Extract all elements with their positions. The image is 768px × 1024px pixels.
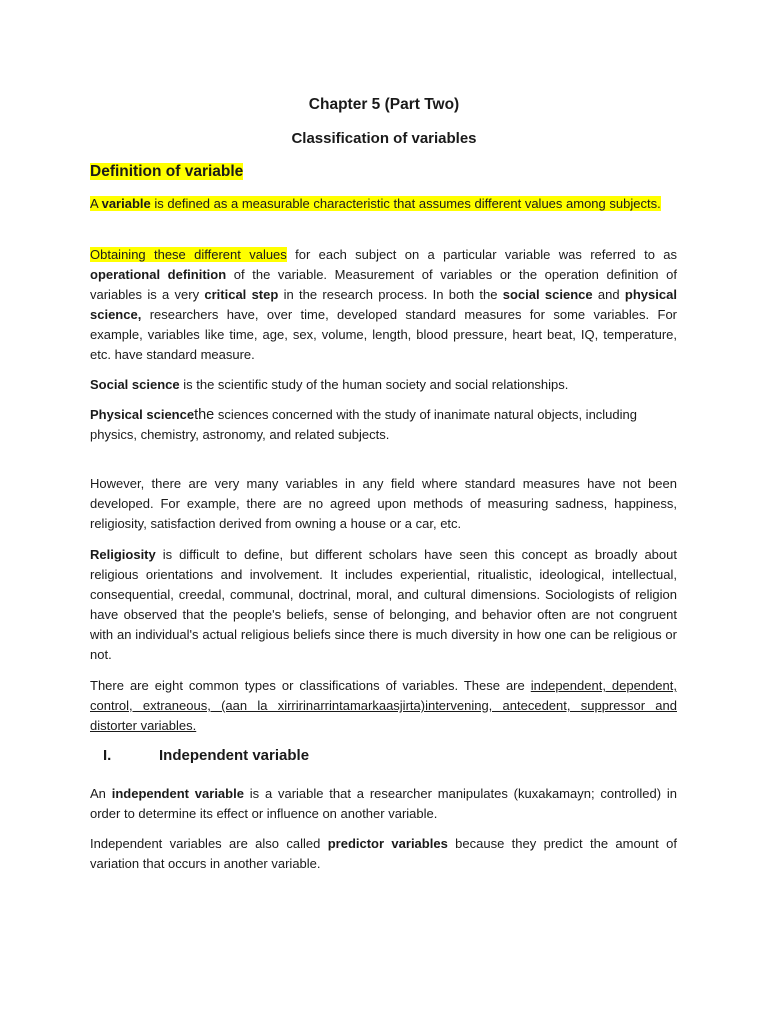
text-span: of the variable. Measurement of variables or the operation definition of variables is a very <box>90 267 677 302</box>
paragraph-predictor-variables <box>90 834 677 874</box>
chapter-title: Chapter 5 (Part Two) <box>308 96 460 113</box>
text-span: in the research process. In both the <box>283 287 498 302</box>
definition-heading <box>90 163 677 181</box>
bold-term: independent variable <box>111 786 244 801</box>
text-span: researchers have, over time, developed standard measures for some variables. For example, variables like time, age, sex, volume, length, blood pressure, heart beat, IQ, temperature, etc. have standard measure. <box>90 307 677 362</box>
text-span: and <box>597 287 620 302</box>
highlight-span: Obtaining these different values <box>90 247 287 262</box>
definition-heading-text: Definition of variable <box>90 163 244 180</box>
bold-term: operational definition <box>90 267 227 282</box>
bold-term: predictor variables <box>327 836 448 851</box>
text-span: for each subject on a particular variable was referred to as <box>295 247 677 262</box>
paragraph-no-standard-measures: However, there are very many variables in any field where standard measures have not been developed. For example, there are no agreed upon methods of measuring sadness, happiness, religiosity, satisfaction derived from owning a house or a car, etc. <box>90 476 677 531</box>
paragraph-religiosity <box>90 545 677 665</box>
text-span: Independent variables are also called <box>90 836 321 851</box>
text-span: is the scientific study of the human society and social relationships. <box>183 377 569 392</box>
paragraph-physical-science <box>90 405 677 445</box>
text-span: A <box>90 196 98 211</box>
text-span: is defined as a measurable characteristic that assumes different values among subjects. <box>154 196 661 211</box>
bold-term: Religiosity <box>90 547 156 562</box>
paragraph-independent-variable <box>90 784 677 824</box>
paragraph-operational-definition <box>90 245 677 365</box>
text-span: is a variable that a researcher manipulates (kuxakamayn; controlled) in order to determine its effect or influence on another variable. <box>90 786 677 821</box>
text-span: There are eight common types or classifications of variables. These are <box>90 678 525 693</box>
text-span: because they predict the amount of variation that occurs in another variable. <box>90 836 677 871</box>
bold-term: social science <box>502 287 593 302</box>
section-heading-text: Independent variable <box>159 747 310 764</box>
section-title: Classification of variables <box>291 130 477 147</box>
section-number: I. <box>103 747 112 764</box>
bold-term: Physical science <box>90 407 195 422</box>
paragraph-variable-definition <box>90 194 677 214</box>
text-span: An <box>90 786 106 801</box>
text-span: is difficult to define, but different scholars have seen this concept as broadly about religious orientations and involvement. It includes experiential, ritualistic, ideological, intellectual, consequential, creedal, communal, doctrinal, moral, and cultural dimensions. Sociologists of religion have observed that the people's beliefs, sense of belonging, and behavior often are not congruent with an individual's actual religious beliefs since there is much diversity in how one can be religious or not. <box>90 547 677 662</box>
text-span: the <box>194 407 215 423</box>
bold-term: physical science, <box>90 287 677 322</box>
bold-term: variable <box>101 196 151 211</box>
text-span: sciences concerned with the study of inanimate natural objects, including physics, chemistry, astronomy, and related subjects. <box>90 407 637 442</box>
paragraph-types-of-variables <box>90 676 677 736</box>
paragraph-social-science <box>90 375 677 395</box>
underlined-text: independent, dependent, control, extraneous, (aan la xirririnarrintamarkaasjirta)intervening, antecedent, suppressor and distorter variables. <box>90 678 677 733</box>
highlight-span <box>90 196 661 211</box>
bold-term: Social science <box>90 377 180 392</box>
section-heading-independent-variable <box>103 747 309 764</box>
bold-term: critical step <box>204 287 279 302</box>
